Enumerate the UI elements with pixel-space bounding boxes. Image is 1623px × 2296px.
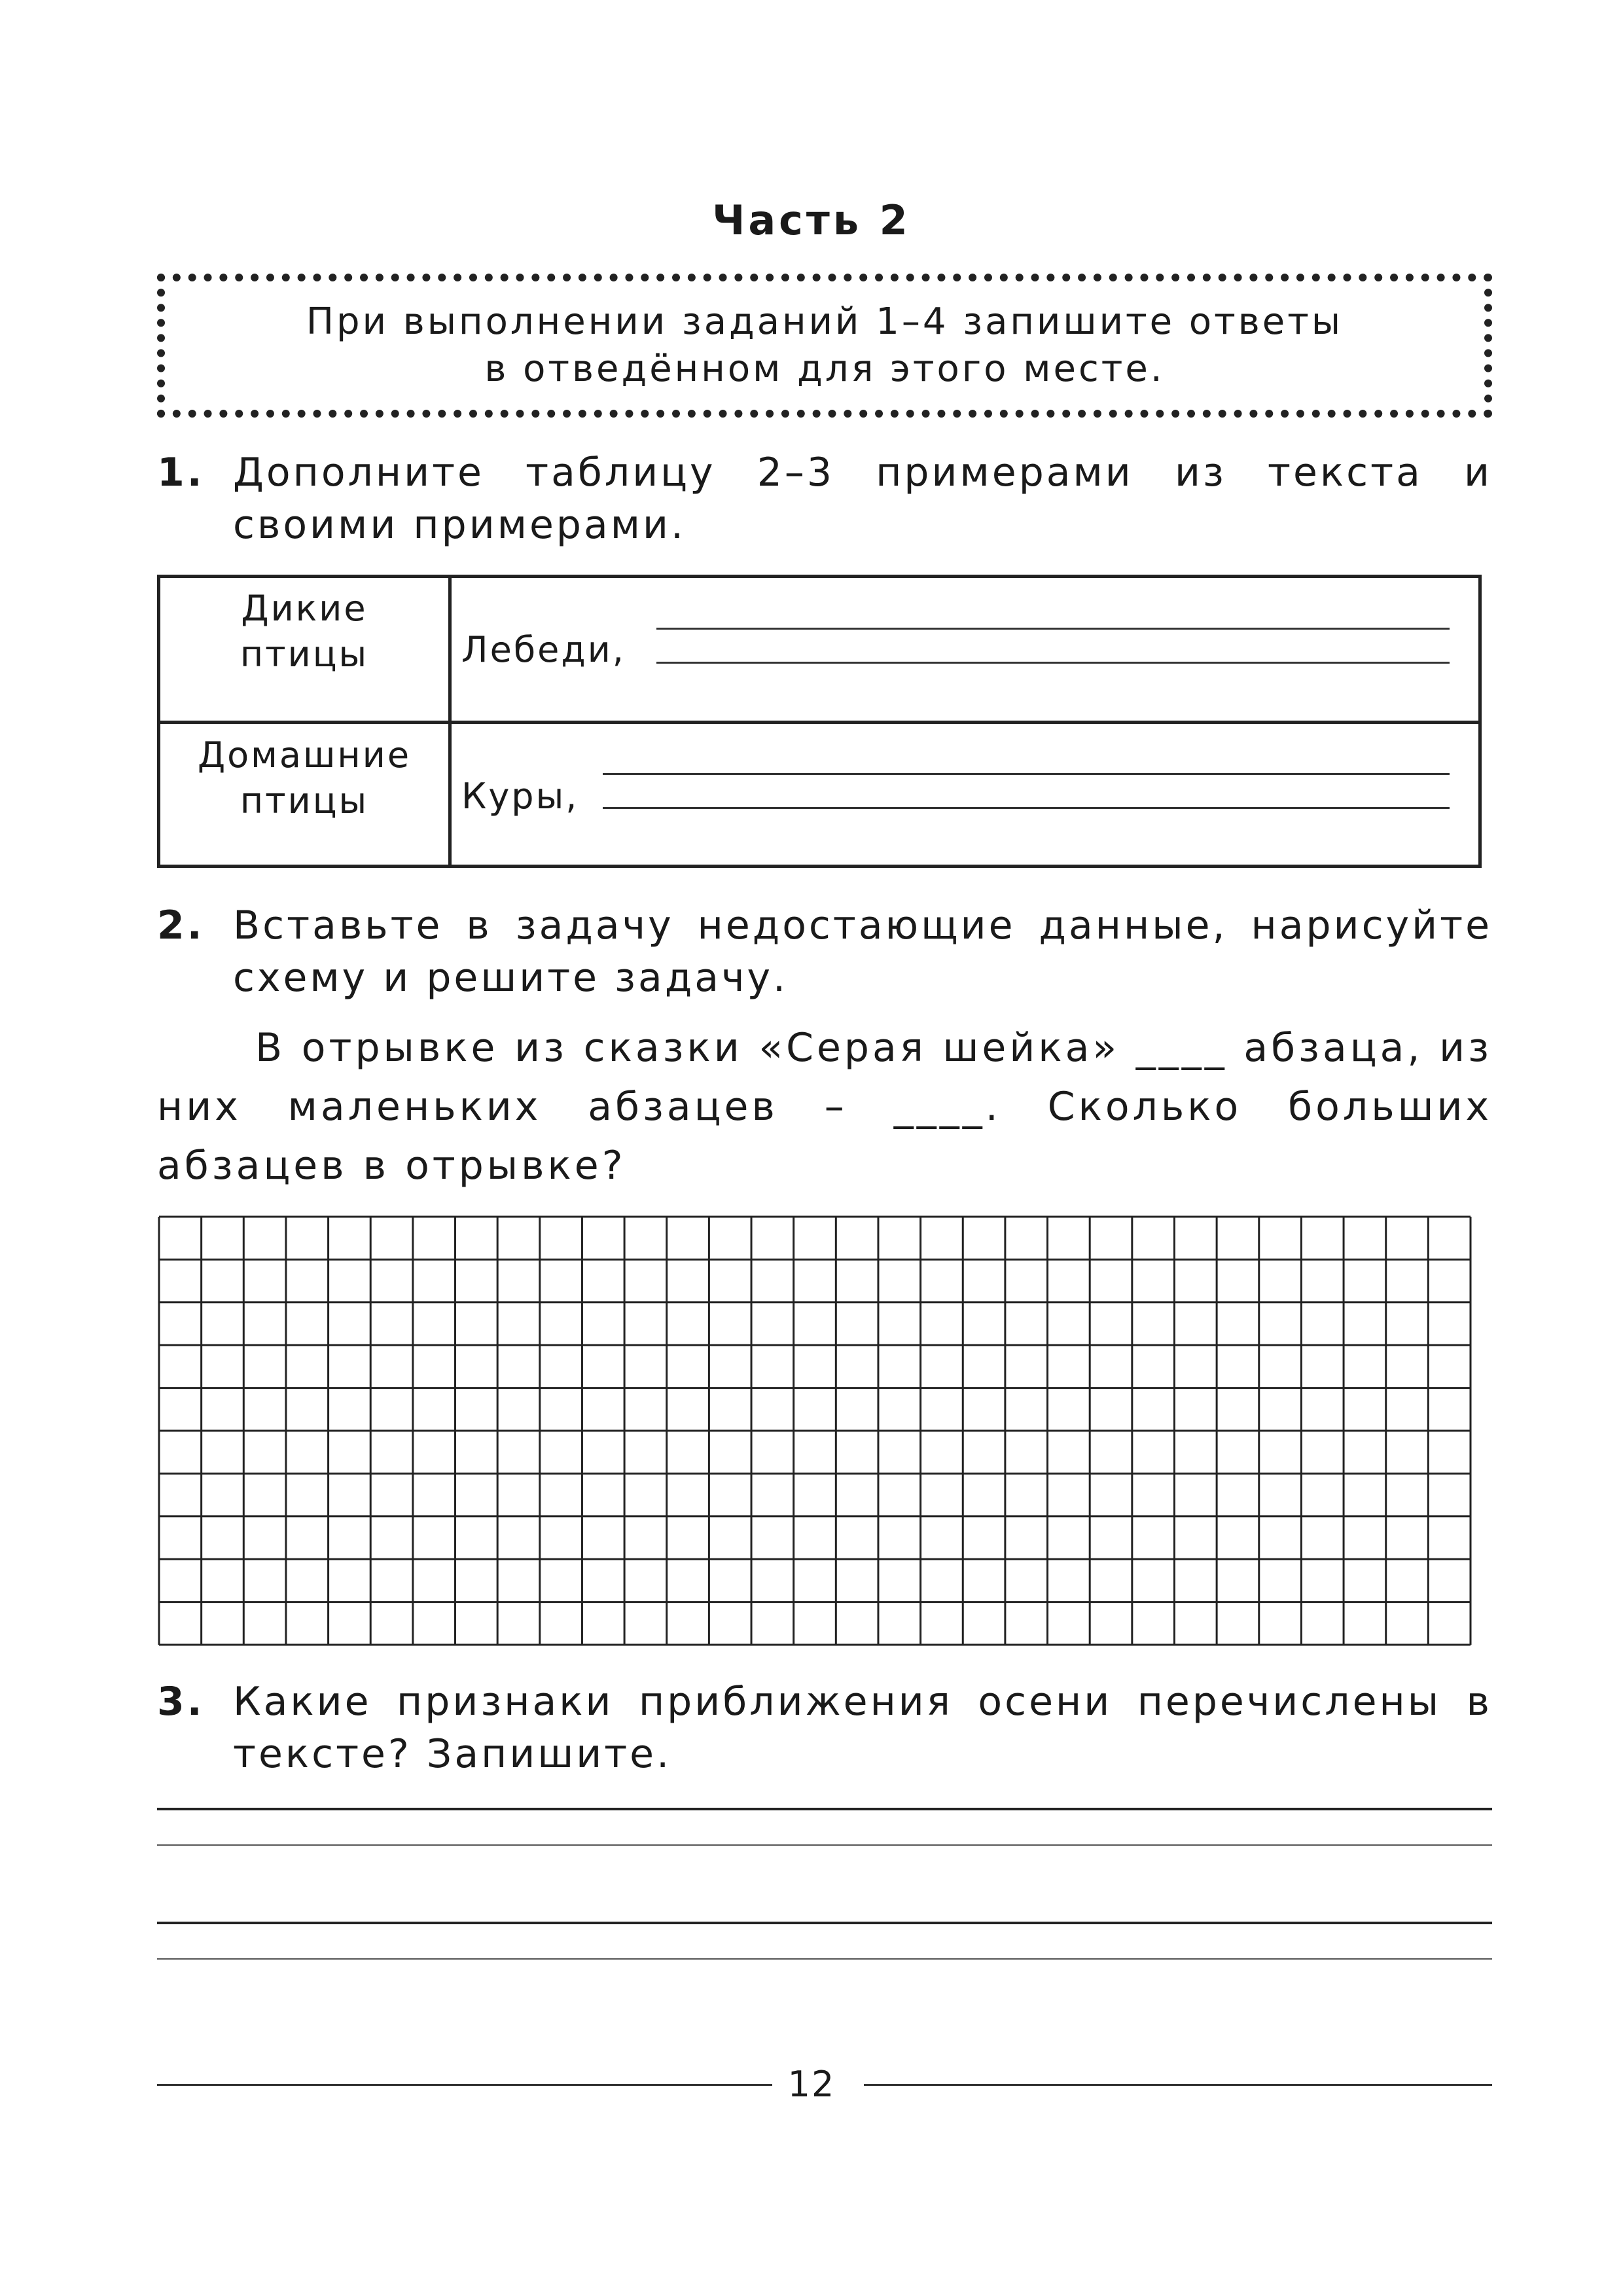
task-2-text: Вставьте в задачу недостающие данные, нарисуйте схему и решите задачу. [233, 903, 1492, 1001]
part-title: Часть 2 [712, 196, 911, 244]
footer-rule-left [157, 2084, 772, 2086]
task-1 [157, 446, 1492, 551]
problem-text: В отрывке из сказки «Серая шейка» ____ абзаца, из них маленьких абзацев – ____. Сколько больших абзацев в отрывке? [157, 1025, 1492, 1189]
example-wild: Лебеди, [461, 629, 626, 670]
task-2-number: 2. [157, 903, 205, 948]
answer-line-wild-1[interactable] [656, 628, 1450, 630]
instruction-line-2: в отведённом для этого месте. [484, 348, 1165, 390]
answer-line-4[interactable] [157, 1958, 1492, 1960]
page-number: 12 [787, 2064, 836, 2105]
task-3-text: Какие признаки приближения осени перечислены в тексте? Запишите. [233, 1679, 1492, 1777]
footer-rule-right [864, 2084, 1492, 2086]
graph-paper-grid[interactable] [157, 1215, 1472, 1647]
category-wild-birds: Дикие птицы [240, 588, 369, 675]
answer-line-wild-2[interactable] [656, 662, 1450, 664]
birds-table [157, 575, 1482, 868]
answer-line-domestic-1[interactable] [603, 773, 1450, 775]
answer-line-2[interactable] [157, 1844, 1492, 1846]
instruction-box [157, 274, 1492, 418]
answer-line-domestic-2[interactable] [603, 807, 1450, 809]
example-domestic: Куры, [461, 776, 579, 817]
task-3 [157, 1676, 1492, 1780]
task-1-text: Дополните таблицу 2–3 примерами из текста и своими примерами. [233, 450, 1492, 548]
task-1-number: 1. [157, 450, 205, 495]
task-2 [157, 899, 1492, 1004]
task-3-number: 3. [157, 1679, 205, 1725]
answer-line-1[interactable] [157, 1808, 1492, 1810]
instruction-line-1: При выполнении заданий 1–4 запишите ответы [306, 300, 1344, 343]
answer-line-3[interactable] [157, 1922, 1492, 1924]
category-domestic-birds: Домашние птицы [197, 734, 412, 821]
